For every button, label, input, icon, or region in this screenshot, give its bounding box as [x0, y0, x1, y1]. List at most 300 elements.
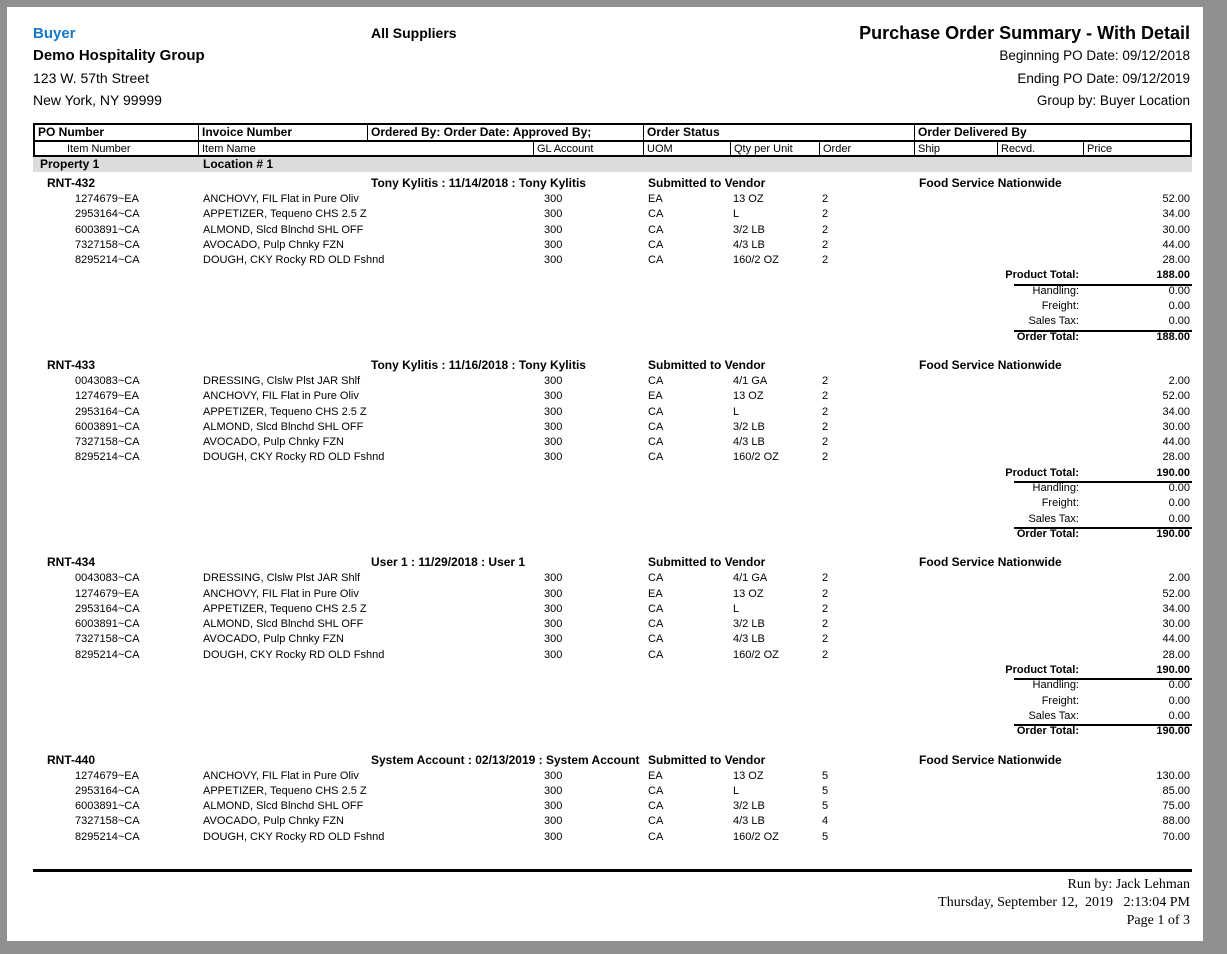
item-number: 7327158~CA — [75, 436, 140, 449]
po-block — [7, 357, 1203, 542]
ship-qty — [915, 253, 998, 268]
col-price: Price — [1087, 143, 1113, 155]
beginning-po-date: Beginning PO Date: 09/12/2018 — [999, 48, 1190, 63]
item-number: 2953164~CA — [75, 784, 140, 797]
qty-per-unit: L — [733, 784, 740, 797]
product-total-row — [33, 663, 1192, 678]
item-name: DRESSING, Clslw Plst JAR Shlf — [203, 572, 361, 585]
item-row — [33, 374, 1192, 389]
recvd-qty — [998, 207, 1084, 222]
item-number: 8295214~CA — [75, 451, 140, 464]
gl-account: 300 — [544, 390, 563, 403]
price: 130.00 — [1156, 769, 1190, 782]
report-title: Purchase Order Summary - With Detail — [859, 23, 1190, 43]
price: 52.00 — [1162, 390, 1190, 403]
uom: CA — [648, 238, 664, 251]
order-qty: 2 — [822, 572, 829, 585]
item-row — [33, 405, 1192, 420]
order-qty: 2 — [822, 374, 829, 387]
ship-qty — [915, 435, 998, 450]
price: 2.00 — [1168, 572, 1190, 585]
recvd-qty — [998, 799, 1084, 814]
order-total-value: 190.00 — [1156, 527, 1190, 540]
uom: EA — [648, 390, 663, 403]
buyer-address-block — [33, 23, 205, 111]
uom: CA — [648, 223, 664, 236]
gl-account: 300 — [544, 769, 563, 782]
item-number: 2953164~CA — [75, 208, 140, 221]
qty-per-unit: 3/2 LB — [733, 618, 765, 631]
gl-account: 300 — [544, 208, 563, 221]
price: 44.00 — [1162, 436, 1190, 449]
gl-account: 300 — [544, 648, 563, 661]
col-ordered-by: Ordered By: Order Date: Approved By; — [368, 125, 644, 140]
gl-account: 300 — [544, 223, 563, 236]
gl-account: 300 — [544, 420, 563, 433]
price: 44.00 — [1162, 238, 1190, 251]
price: 30.00 — [1162, 420, 1190, 433]
report-header — [7, 7, 1203, 123]
handling-row — [33, 678, 1192, 693]
product-total-row — [33, 268, 1192, 283]
item-number: 6003891~CA — [75, 420, 140, 433]
qty-per-unit: 13 OZ — [733, 193, 764, 205]
item-number: 6003891~CA — [75, 800, 140, 813]
product-total-label: Product Total: — [1005, 664, 1079, 677]
item-row — [33, 587, 1192, 602]
qty-per-unit: L — [733, 208, 740, 221]
col-item-number: Item Number — [35, 142, 199, 155]
order-total-row — [33, 724, 1192, 739]
ship-qty — [915, 602, 998, 617]
qty-per-unit: 3/2 LB — [733, 420, 765, 433]
item-name: AVOCADO, Pulp Chnky FZN — [203, 238, 344, 251]
ship-qty — [915, 207, 998, 222]
gl-account: 300 — [544, 800, 563, 813]
sales-tax-row — [33, 314, 1192, 329]
price: 52.00 — [1162, 193, 1190, 205]
ship-qty — [915, 405, 998, 420]
price: 30.00 — [1162, 618, 1190, 631]
qty-per-unit: 3/2 LB — [733, 800, 765, 813]
totals-divider-bottom — [1014, 527, 1192, 529]
qty-per-unit: 13 OZ — [733, 769, 764, 782]
report-meta-block — [859, 21, 1190, 113]
qty-per-unit: 4/1 GA — [733, 374, 768, 387]
item-name: APPETIZER, Tequeno CHS 2.5 Z — [203, 208, 367, 221]
item-row — [33, 617, 1192, 632]
qty-per-unit: 13 OZ — [733, 390, 764, 403]
gl-account: 300 — [544, 238, 563, 251]
totals-divider-top — [1014, 678, 1192, 680]
item-name: ANCHOVY, FIL Flat in Pure Oliv — [203, 193, 359, 205]
order-qty: 4 — [822, 815, 829, 828]
item-row — [33, 632, 1192, 647]
ship-qty — [915, 799, 998, 814]
item-name: ALMOND, Slcd Blnchd SHL OFF — [203, 800, 364, 813]
ship-qty — [915, 420, 998, 435]
ship-qty — [915, 769, 998, 784]
gl-account: 300 — [544, 254, 563, 267]
footer-rule — [33, 869, 1192, 872]
uom: CA — [648, 405, 664, 418]
order-status: Submitted to Vendor — [648, 176, 766, 190]
recvd-qty — [998, 648, 1084, 663]
freight-row — [33, 496, 1192, 511]
uom: CA — [648, 208, 664, 221]
order-qty: 5 — [822, 769, 829, 782]
item-row — [33, 389, 1192, 404]
item-name: AVOCADO, Pulp Chnky FZN — [203, 815, 344, 828]
uom: CA — [648, 254, 664, 267]
qty-per-unit: 4/3 LB — [733, 436, 765, 449]
item-number: 0043083~CA — [75, 374, 140, 387]
uom: EA — [648, 587, 663, 600]
page-number: Page 1 of 3 — [1126, 913, 1190, 929]
order-qty: 2 — [822, 451, 829, 464]
col-recvd: Recvd. — [998, 142, 1084, 155]
totals-divider-top — [1014, 481, 1192, 483]
item-name: APPETIZER, Tequeno CHS 2.5 Z — [203, 405, 367, 418]
col-uom: UOM — [644, 142, 731, 155]
item-rows — [7, 769, 1203, 845]
ship-qty — [915, 632, 998, 647]
order-qty: 2 — [822, 223, 829, 236]
item-name: ANCHOVY, FIL Flat in Pure Oliv — [203, 587, 359, 600]
sales-tax-label: Sales Tax: — [1028, 512, 1079, 525]
buyer-label: Buyer — [33, 25, 76, 42]
item-name: DOUGH, CKY Rocky RD OLD Fshnd — [203, 254, 385, 267]
order-total-value: 188.00 — [1156, 330, 1190, 343]
col-order-delivered-by: Order Delivered By — [918, 125, 1027, 139]
freight-row — [33, 694, 1192, 709]
ordered-by: Tony Kylitis : 11/14/2018 : Tony Kylitis — [371, 176, 586, 190]
item-name: ANCHOVY, FIL Flat in Pure Oliv — [203, 769, 359, 782]
recvd-qty — [998, 192, 1084, 207]
sales-tax-value: 0.00 — [1168, 709, 1190, 722]
uom: CA — [648, 602, 664, 615]
item-number: 8295214~CA — [75, 254, 140, 267]
item-row — [33, 435, 1192, 450]
col-order: Order — [820, 142, 915, 155]
item-name: APPETIZER, Tequeno CHS 2.5 Z — [203, 602, 367, 615]
ship-qty — [915, 784, 998, 799]
ship-qty — [915, 238, 998, 253]
totals-divider-bottom — [1014, 330, 1192, 332]
freight-value: 0.00 — [1168, 300, 1190, 313]
totals-section — [33, 466, 1192, 543]
gl-account: 300 — [544, 587, 563, 600]
order-qty: 5 — [822, 800, 829, 813]
gl-account: 300 — [544, 602, 563, 615]
handling-label: Handling: — [1032, 284, 1079, 297]
sales-tax-row — [33, 512, 1192, 527]
item-row — [33, 814, 1192, 829]
uom: CA — [648, 618, 664, 631]
order-qty: 2 — [822, 618, 829, 631]
price: 88.00 — [1162, 815, 1190, 828]
item-name: DRESSING, Clslw Plst JAR Shlf — [203, 374, 361, 387]
po-number: RNT-440 — [47, 752, 96, 767]
price: 34.00 — [1162, 602, 1190, 615]
item-rows — [7, 192, 1203, 268]
uom: CA — [648, 815, 664, 828]
order-qty: 2 — [822, 602, 829, 615]
ordered-by: System Account : 02/13/2019 : System Account — [371, 752, 640, 767]
item-name: APPETIZER, Tequeno CHS 2.5 Z — [203, 784, 367, 797]
price: 28.00 — [1162, 451, 1190, 464]
group-location: Location # 1 — [203, 157, 274, 171]
item-row — [33, 769, 1192, 784]
run-by: Run by: Jack Lehman — [1067, 877, 1190, 893]
report-footer — [7, 876, 1203, 930]
gl-account: 300 — [544, 436, 563, 449]
recvd-qty — [998, 571, 1084, 586]
uom: CA — [648, 648, 664, 661]
recvd-qty — [998, 223, 1084, 238]
qty-per-unit: 4/3 LB — [733, 815, 765, 828]
item-row — [33, 799, 1192, 814]
uom: CA — [648, 436, 664, 449]
order-total-label: Order Total: — [1016, 330, 1079, 343]
item-name: ALMOND, Slcd Blnchd SHL OFF — [203, 618, 364, 631]
sales-tax-row — [33, 709, 1192, 724]
ordered-by: Tony Kylitis : 11/16/2018 : Tony Kylitis — [371, 357, 586, 372]
price: 70.00 — [1162, 830, 1190, 843]
order-total-row — [33, 527, 1192, 542]
gl-account: 300 — [544, 815, 563, 828]
item-row — [33, 238, 1192, 253]
order-delivered-by: Food Service Nationwide — [919, 752, 1062, 767]
qty-per-unit: 4/3 LB — [733, 633, 765, 646]
col-ship: Ship — [915, 142, 998, 155]
po-number: RNT-432 — [47, 176, 96, 190]
item-name: ALMOND, Slcd Blnchd SHL OFF — [203, 223, 364, 236]
product-total-row — [33, 466, 1192, 481]
freight-label: Freight: — [1041, 300, 1079, 313]
suppliers-scope: All Suppliers — [371, 25, 457, 41]
recvd-qty — [998, 587, 1084, 602]
order-total-row — [33, 330, 1192, 345]
freight-label: Freight: — [1041, 694, 1079, 707]
recvd-qty — [998, 405, 1084, 420]
gl-account: 300 — [544, 618, 563, 631]
uom: CA — [648, 830, 664, 843]
price: 44.00 — [1162, 633, 1190, 646]
item-number: 2953164~CA — [75, 602, 140, 615]
order-qty: 2 — [822, 420, 829, 433]
gl-account: 300 — [544, 784, 563, 797]
address-line-2: New York, NY 99999 — [33, 92, 162, 108]
recvd-qty — [998, 814, 1084, 829]
order-qty: 5 — [822, 784, 829, 797]
item-row — [33, 648, 1192, 663]
ending-po-date: Ending PO Date: 09/12/2019 — [1017, 70, 1190, 86]
price: 28.00 — [1162, 254, 1190, 267]
table-header-row-1 — [35, 125, 1190, 140]
ship-qty — [915, 617, 998, 632]
handling-label: Handling: — [1032, 679, 1079, 692]
handling-value: 0.00 — [1168, 284, 1190, 297]
gl-account: 300 — [544, 830, 563, 843]
qty-per-unit: L — [733, 602, 740, 615]
invoice-number — [199, 357, 368, 374]
freight-label: Freight: — [1041, 497, 1079, 510]
order-total-label: Order Total: — [1016, 527, 1079, 540]
po-block — [7, 175, 1203, 345]
item-number: 1274679~EA — [75, 587, 139, 600]
table-header-row-2 — [35, 140, 1190, 155]
item-row — [33, 253, 1192, 268]
ship-qty — [915, 814, 998, 829]
totals-divider-top — [1014, 284, 1192, 286]
gl-account: 300 — [544, 193, 563, 205]
order-total-label: Order Total: — [1016, 725, 1079, 738]
invoice-number — [199, 554, 368, 571]
order-qty: 2 — [822, 193, 829, 205]
order-delivered-by: Food Service Nationwide — [919, 555, 1062, 570]
item-name: DOUGH, CKY Rocky RD OLD Fshnd — [203, 451, 385, 464]
ship-qty — [915, 830, 998, 845]
order-qty: 2 — [822, 648, 829, 661]
col-gl-account: GL Account — [534, 142, 644, 155]
sales-tax-label: Sales Tax: — [1028, 709, 1079, 722]
product-total-value: 190.00 — [1156, 466, 1190, 479]
price: 52.00 — [1162, 587, 1190, 600]
col-po-number: PO Number — [35, 125, 199, 140]
item-row — [33, 784, 1192, 799]
product-total-value: 188.00 — [1156, 269, 1190, 282]
price: 2.00 — [1168, 374, 1190, 387]
ship-qty — [915, 571, 998, 586]
order-qty: 2 — [822, 405, 829, 418]
po-block — [7, 554, 1203, 739]
recvd-qty — [998, 784, 1084, 799]
qty-per-unit: 160/2 OZ — [733, 451, 779, 464]
address-line-1: 123 W. 57th Street — [33, 70, 149, 86]
price: 28.00 — [1162, 648, 1190, 661]
recvd-qty — [998, 450, 1084, 465]
uom: EA — [648, 769, 663, 782]
recvd-qty — [998, 253, 1084, 268]
item-row — [33, 223, 1192, 238]
item-row — [33, 830, 1192, 845]
item-name: ALMOND, Slcd Blnchd SHL OFF — [203, 420, 364, 433]
recvd-qty — [998, 389, 1084, 404]
group-banner — [33, 157, 1192, 172]
po-header-row — [33, 752, 1192, 769]
order-qty: 2 — [822, 436, 829, 449]
price: 85.00 — [1162, 784, 1190, 797]
order-qty: 5 — [822, 830, 829, 843]
uom: CA — [648, 633, 664, 646]
recvd-qty — [998, 830, 1084, 845]
gl-account: 300 — [544, 451, 563, 464]
po-block — [7, 752, 1203, 845]
ship-qty — [915, 374, 998, 389]
gl-account: 300 — [544, 572, 563, 585]
item-number: 7327158~CA — [75, 633, 140, 646]
order-status: Submitted to Vendor — [648, 752, 766, 767]
item-number: 7327158~CA — [75, 238, 140, 251]
po-header-row — [33, 554, 1192, 571]
totals-divider-bottom — [1014, 724, 1192, 726]
item-number: 0043083~CA — [75, 572, 140, 585]
handling-row — [33, 481, 1192, 496]
product-total-value: 190.00 — [1156, 664, 1190, 677]
po-header-row — [33, 357, 1192, 374]
order-total-value: 190.00 — [1156, 725, 1190, 738]
order-qty: 2 — [822, 587, 829, 600]
item-row — [33, 602, 1192, 617]
item-number: 1274679~EA — [75, 390, 139, 403]
item-row — [33, 571, 1192, 586]
gl-account: 300 — [544, 633, 563, 646]
order-status: Submitted to Vendor — [648, 555, 766, 570]
col-order-status: Order Status — [644, 125, 915, 140]
recvd-qty — [998, 435, 1084, 450]
qty-per-unit: 160/2 OZ — [733, 830, 779, 843]
ship-qty — [915, 587, 998, 602]
uom: CA — [648, 420, 664, 433]
qty-per-unit: 4/3 LB — [733, 238, 765, 251]
qty-per-unit: 4/1 GA — [733, 572, 768, 585]
item-number: 7327158~CA — [75, 815, 140, 828]
item-number: 2953164~CA — [75, 405, 140, 418]
item-row — [33, 450, 1192, 465]
item-rows — [7, 571, 1203, 663]
price: 34.00 — [1162, 405, 1190, 418]
col-invoice-number: Invoice Number — [199, 125, 368, 140]
item-row — [33, 420, 1192, 435]
sales-tax-value: 0.00 — [1168, 512, 1190, 525]
freight-value: 0.00 — [1168, 497, 1190, 510]
item-name: AVOCADO, Pulp Chnky FZN — [203, 633, 344, 646]
order-qty: 2 — [822, 208, 829, 221]
item-rows — [7, 374, 1203, 466]
gl-account: 300 — [544, 405, 563, 418]
item-number: 6003891~CA — [75, 223, 140, 236]
ship-qty — [915, 192, 998, 207]
item-number: 1274679~EA — [75, 193, 139, 205]
po-blocks — [7, 175, 1203, 845]
item-name: DOUGH, CKY Rocky RD OLD Fshnd — [203, 830, 385, 843]
order-qty: 2 — [822, 390, 829, 403]
handling-row — [33, 284, 1192, 299]
recvd-qty — [998, 617, 1084, 632]
qty-per-unit: L — [733, 405, 740, 418]
totals-section — [33, 663, 1192, 740]
company-name: Demo Hospitality Group — [33, 47, 205, 64]
gl-account: 300 — [544, 374, 563, 387]
item-name: ANCHOVY, FIL Flat in Pure Oliv — [203, 390, 359, 403]
totals-section — [33, 268, 1192, 345]
item-name: DOUGH, CKY Rocky RD OLD Fshnd — [203, 648, 385, 661]
recvd-qty — [998, 769, 1084, 784]
recvd-qty — [998, 602, 1084, 617]
item-number: 8295214~CA — [75, 648, 140, 661]
order-qty: 2 — [822, 254, 829, 267]
order-status: Submitted to Vendor — [648, 357, 766, 372]
col-qty-per-unit: Qty per Unit — [731, 142, 820, 155]
order-delivered-by: Food Service Nationwide — [919, 357, 1062, 372]
table-header — [33, 123, 1192, 157]
po-header-row — [33, 175, 1192, 192]
item-number: 6003891~CA — [75, 618, 140, 631]
uom: CA — [648, 451, 664, 464]
freight-value: 0.00 — [1168, 694, 1190, 707]
po-number: RNT-434 — [47, 555, 96, 570]
